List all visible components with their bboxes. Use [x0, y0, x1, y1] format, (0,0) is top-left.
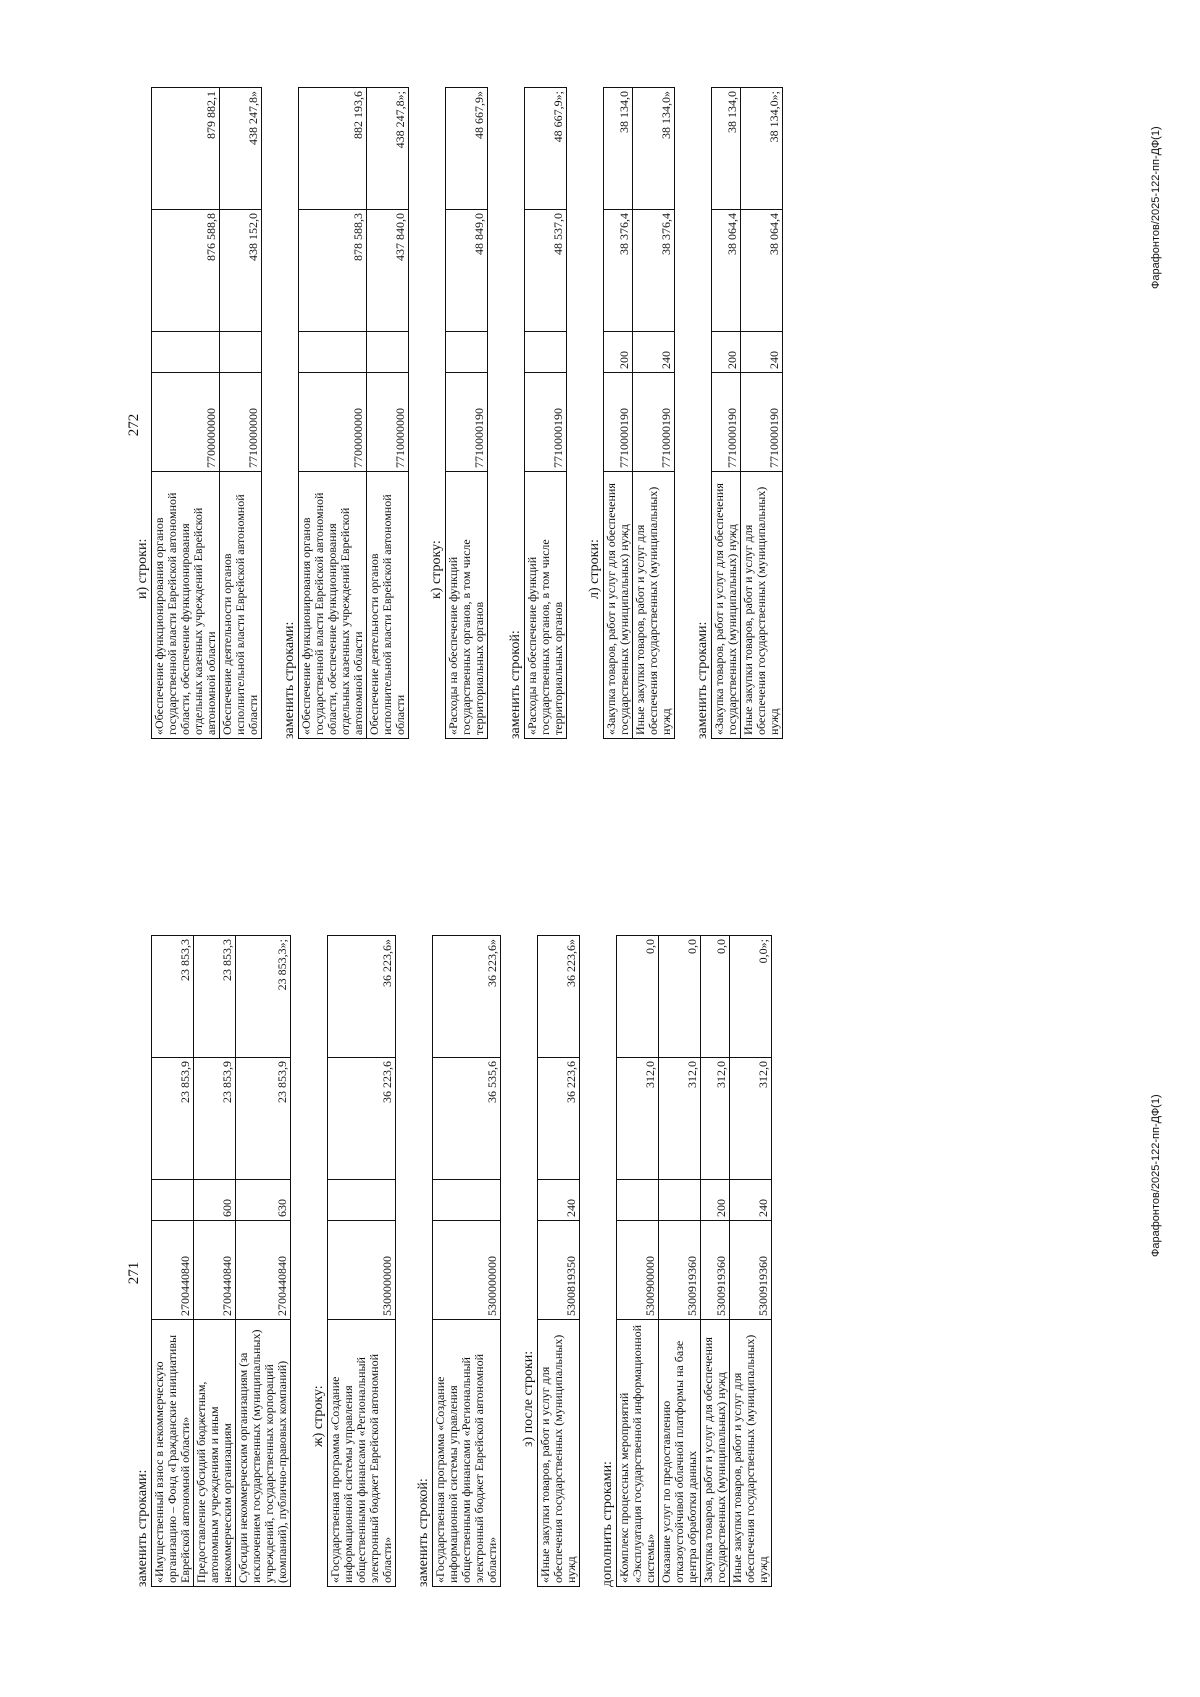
target-code-cell: 7710000000: [367, 373, 409, 472]
row-name-cell: Обеспечение деятельности органов исполнительной власти Еврейской автономной области: [367, 472, 409, 739]
amendment-block: [508, 91, 567, 739]
amendment-block: [600, 939, 772, 1587]
expense-type-cell: [220, 332, 262, 373]
amount-year1-cell: 876 588,8: [152, 210, 220, 332]
amount-year2-cell: 38 134,0: [712, 88, 741, 210]
amount-year2-cell: 36 223,6»: [328, 936, 396, 1058]
budget-table: [524, 87, 567, 739]
target-code-cell: 5300919360: [701, 1221, 730, 1320]
target-code-cell: 7700000000: [152, 373, 220, 472]
amount-year2-cell: 0,0»;: [730, 936, 772, 1058]
amount-year2-cell: 36 223,6»: [538, 936, 580, 1058]
expense-type-cell: [299, 332, 367, 373]
expense-type-cell: 240: [741, 332, 783, 373]
expense-type-cell: [152, 1180, 194, 1221]
row-name-cell: Обеспечение деятельности органов исполнительной власти Еврейской автономной области: [220, 472, 262, 739]
row-name-cell: Субсидии некоммерческим организациям (за исключением государственных (муниципальных) учреждений, государственных корпораций (компаний), публично-правовых компаний): [236, 1320, 291, 1587]
budget-table: [445, 87, 488, 739]
row-name-cell: Предоставление субсидий бюджетным, автономным учреждениям и иным некоммерческим организациям: [194, 1320, 236, 1587]
amendment-block: [311, 939, 396, 1587]
table-row: [617, 936, 659, 1587]
budget-table: [151, 87, 262, 739]
table-row: [152, 936, 194, 1587]
amendment-block: [429, 91, 488, 739]
table-row: [712, 88, 741, 739]
table-row: [152, 88, 220, 739]
target-code-cell: 7710000190: [741, 373, 783, 472]
page-footer: Фарафонтов/2025-122-пп-ДФ(1): [1150, 1094, 1162, 1257]
target-code-cell: 2700440840: [236, 1221, 291, 1320]
budget-table: [603, 87, 675, 739]
expense-type-cell: 240: [538, 1180, 580, 1221]
amount-year2-cell: 38 134,0: [604, 88, 633, 210]
amount-year2-cell: 23 853,3»;: [236, 936, 291, 1058]
amendment-label: заменить строкой:: [508, 630, 523, 739]
amendment-label: ж) строку:: [311, 1385, 326, 1447]
page-272: [0, 1, 1200, 849]
expense-type-cell: 600: [194, 1180, 236, 1221]
expense-type-cell: 240: [730, 1180, 772, 1221]
table-row: [701, 936, 730, 1587]
expense-type-cell: 200: [604, 332, 633, 373]
row-name-cell: «Обеспечение функционирования органов государственной власти Еврейской автономной области, обеспечение функционирования отдельных казенных учреждений Еврейской автономной области: [299, 472, 367, 739]
row-name-cell: Иные закупки товаров, работ и услуг для обеспечения государственных (муниципальных) нужд: [741, 472, 783, 739]
row-name-cell: Иные закупки товаров, работ и услуг для обеспечения государственных (муниципальных) нужд: [730, 1320, 772, 1587]
row-name-cell: «Комплекс процессных мероприятий «Эксплуатация государственной информационной системы»: [617, 1320, 659, 1587]
amount-year2-cell: 38 134,0»;: [741, 88, 783, 210]
table-row: [433, 936, 501, 1587]
amount-year2-cell: 438 247,8»: [220, 88, 262, 210]
target-code-cell: 5300819350: [538, 1221, 580, 1320]
amount-year1-cell: 437 840,0: [367, 210, 409, 332]
amount-year1-cell: 36 223,6: [538, 1058, 580, 1180]
target-code-cell: 5300000000: [433, 1221, 501, 1320]
amount-year2-cell: 38 134,0»: [633, 88, 675, 210]
page-content: [135, 939, 792, 1587]
amount-year2-cell: 23 853,3: [152, 936, 194, 1058]
amount-year1-cell: 23 853,9: [152, 1058, 194, 1180]
amendment-label: и) строки:: [135, 538, 150, 599]
row-name-cell: «Имущественный взнос в некоммерческую организацию – Фонд «Гражданские инициативы Еврейской автономной области»: [152, 1320, 194, 1587]
target-code-cell: 7710000190: [446, 373, 488, 472]
amount-year1-cell: 48 849,0: [446, 210, 488, 332]
amount-year2-cell: 438 247,8»;: [367, 88, 409, 210]
target-code-cell: 2700440840: [152, 1221, 194, 1320]
table-row: [633, 88, 675, 739]
row-name-cell: «Расходы на обеспечение функций государственных органов, в том числе территориальных органов: [446, 472, 488, 739]
expense-type-cell: 200: [701, 1180, 730, 1221]
table-row: [730, 936, 772, 1587]
expense-type-cell: [433, 1180, 501, 1221]
budget-table: [537, 935, 580, 1587]
amendment-label: заменить строками:: [282, 621, 297, 739]
amendment-block: [282, 91, 409, 739]
amount-year2-cell: 36 223,6»: [433, 936, 501, 1058]
amount-year1-cell: 438 152,0: [220, 210, 262, 332]
expense-type-cell: [152, 332, 220, 373]
target-code-cell: 5300900000: [617, 1221, 659, 1320]
amount-year2-cell: 879 882,1: [152, 88, 220, 210]
amount-year2-cell: 0,0: [701, 936, 730, 1058]
target-code-cell: 7710000000: [220, 373, 262, 472]
table-row: [525, 88, 567, 739]
expense-type-cell: [446, 332, 488, 373]
amount-year2-cell: 48 667,9»: [446, 88, 488, 210]
expense-type-cell: [617, 1180, 659, 1221]
amendment-block: [416, 939, 501, 1587]
amount-year1-cell: 38 376,4: [633, 210, 675, 332]
row-name-cell: «Обеспечение функционирования органов государственной власти Еврейской автономной области, обеспечение функционирования отдельных казенных учреждений Еврейской автономной области: [152, 472, 220, 739]
budget-table: [616, 935, 772, 1587]
amount-year1-cell: 312,0: [701, 1058, 730, 1180]
amendment-block: [135, 939, 291, 1587]
amount-year1-cell: 312,0: [617, 1058, 659, 1180]
amount-year2-cell: 48 667,9»;: [525, 88, 567, 210]
amendment-label: заменить строкой:: [416, 1478, 431, 1587]
row-name-cell: Иные закупки товаров, работ и услуг для обеспечения государственных (муниципальных) нужд: [633, 472, 675, 739]
target-code-cell: 5300000000: [328, 1221, 396, 1320]
table-row: [236, 936, 291, 1587]
target-code-cell: 7710000190: [604, 373, 633, 472]
row-name-cell: «Расходы на обеспечение функций государственных органов, в том числе территориальных органов: [525, 472, 567, 739]
target-code-cell: 2700440840: [194, 1221, 236, 1320]
amendment-block: [587, 91, 675, 739]
target-code-cell: 7710000190: [712, 373, 741, 472]
amendment-block: [521, 939, 580, 1587]
row-name-cell: «Государственная программа «Создание информационной системы управления общественными финансами «Региональный электронный бюджет Еврейской автономной области»: [433, 1320, 501, 1587]
row-name-cell: «Закупка товаров, работ и услуг для обеспечения государственных (муниципальных) нужд: [604, 472, 633, 739]
amendment-label: заменить строками:: [135, 1469, 150, 1587]
amount-year1-cell: 312,0: [730, 1058, 772, 1180]
amount-year1-cell: 38 064,4: [712, 210, 741, 332]
amendment-label: з) после строки:: [521, 1350, 536, 1447]
target-code-cell: 7710000190: [633, 373, 675, 472]
amendment-label: л) строки:: [587, 539, 602, 599]
amount-year2-cell: 0,0: [617, 936, 659, 1058]
amount-year1-cell: 38 376,4: [604, 210, 633, 332]
expense-type-cell: [367, 332, 409, 373]
expense-type-cell: [328, 1180, 396, 1221]
amount-year1-cell: 36 223,6: [328, 1058, 396, 1180]
page-footer: Фарафонтов/2025-122-пп-ДФ(1): [1150, 126, 1162, 289]
table-row: [659, 936, 701, 1587]
amount-year1-cell: 48 537,0: [525, 210, 567, 332]
table-row: [446, 88, 488, 739]
amendment-block: [135, 91, 262, 739]
expense-type-cell: 240: [633, 332, 675, 373]
budget-table: [327, 935, 396, 1587]
page-number: 271: [126, 1261, 142, 1285]
table-row: [538, 936, 580, 1587]
expense-type-cell: 630: [236, 1180, 291, 1221]
amount-year2-cell: 23 853,3: [194, 936, 236, 1058]
budget-table: [432, 935, 501, 1587]
row-name-cell: «Закупка товаров, работ и услуг для обеспечения государственных (муниципальных) нужд: [712, 472, 741, 739]
row-name-cell: Оказание услуг по предоставлению отказоустойчивой облачной платформы на базе центра обработки данных: [659, 1320, 701, 1587]
expense-type-cell: [525, 332, 567, 373]
budget-table: [298, 87, 409, 739]
page-271: [0, 849, 1200, 1697]
amount-year2-cell: 0,0: [659, 936, 701, 1058]
table-row: [299, 88, 367, 739]
budget-table: [711, 87, 783, 739]
target-code-cell: 7710000190: [525, 373, 567, 472]
amount-year1-cell: 36 535,6: [433, 1058, 501, 1180]
amount-year2-cell: 882 193,6: [299, 88, 367, 210]
amount-year1-cell: 878 588,3: [299, 210, 367, 332]
amount-year1-cell: 23 853,9: [194, 1058, 236, 1180]
expense-type-cell: [659, 1180, 701, 1221]
row-name-cell: «Иные закупки товаров, работ и услуг для обеспечения государственных (муниципальных) нужд: [538, 1320, 580, 1587]
table-row: [194, 936, 236, 1587]
page-number: 272: [126, 413, 142, 437]
table-row: [741, 88, 783, 739]
target-code-cell: 7700000000: [299, 373, 367, 472]
amount-year1-cell: 38 064,4: [741, 210, 783, 332]
target-code-cell: 5300919360: [730, 1221, 772, 1320]
amount-year1-cell: 312,0: [659, 1058, 701, 1180]
target-code-cell: 5300919360: [659, 1221, 701, 1320]
expense-type-cell: 200: [712, 332, 741, 373]
page-content: [135, 91, 803, 739]
table-row: [220, 88, 262, 739]
row-name-cell: «Государственная программа «Создание информационной системы управления общественными финансами «Региональный электронный бюджет Еврейской автономной области»: [328, 1320, 396, 1587]
table-row: [367, 88, 409, 739]
amendment-label: дополнить строками:: [600, 1461, 615, 1587]
amount-year1-cell: 23 853,9: [236, 1058, 291, 1180]
budget-table: [151, 935, 291, 1587]
row-name-cell: Закупка товаров, работ и услуг для обеспечения государственных (муниципальных) нужд: [701, 1320, 730, 1587]
amendment-label: заменить строками:: [695, 621, 710, 739]
table-row: [328, 936, 396, 1587]
amendment-block: [695, 91, 783, 739]
table-row: [604, 88, 633, 739]
amendment-label: к) строку:: [429, 540, 444, 599]
